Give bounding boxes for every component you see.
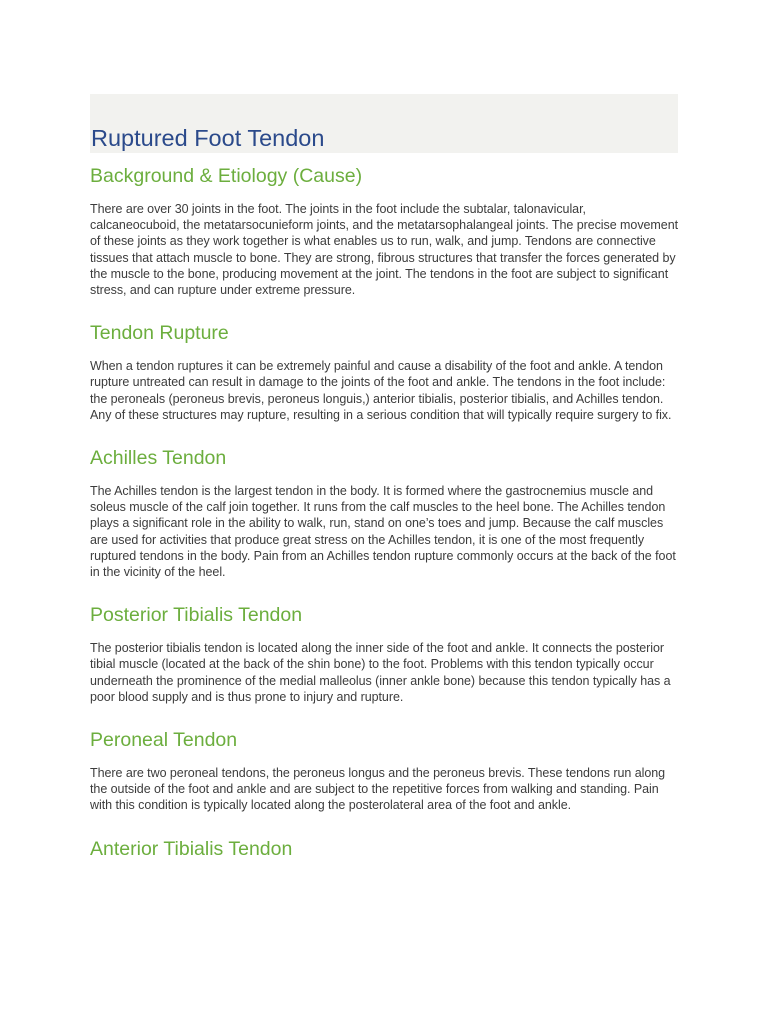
section-heading-tendon-rupture: Tendon Rupture [90,322,229,345]
document-page [90,94,678,862]
section-heading-anterior-tibialis-tendon: Anterior Tibialis Tendon [90,837,293,860]
section-achilles-tendon [90,445,678,580]
section-heading-achilles-tendon: Achilles Tendon [90,447,227,470]
section-heading-posterior-tibialis-tendon: Posterior Tibialis Tendon [90,604,303,627]
section-heading-background: Background & Etiology (Cause) [90,165,363,187]
section-posterior-tibialis-tendon [90,602,678,705]
section-heading-peroneal-tendon: Peroneal Tendon [90,729,238,752]
section-body-background: There are over 30 joints in the foot. The joints in the foot include the subtalar, talonavicular, calcaneocuboid, the metatarsocunieform joints, and the metatarsophalangeal joints. The precise movement of these joints as they work together is what enables us to run, walk, and jump. Tendons are connective tissues that attach muscle to bone. They are strong, fibrous structures that transfer the forces generated by the muscle to the bone, producing movement at the joint. The tendons in the foot are subject to significant stress, and can rupture under extreme pressure. [90,202,679,298]
section-body-posterior-tibialis-tendon: The posterior tibialis tendon is located along the inner side of the foot and ankle. It connects the posterior tibial muscle (located at the back of the shin bone) to the foot. Problems with this tendon typically occur underneath the prominence of the medial malleolus (inner ankle bone) because this tendon typically has a poor blood supply and is thus prone to injury and rupture. [90,641,671,704]
section-body-achilles-tendon: The Achilles tendon is the largest tendon in the body. It is formed where the gastrocnemius muscle and soleus muscle of the calf join together. It runs from the calf muscles to the heel bone. The Achilles tendon plays a significant role in the ability to walk, run, stand on one’s toes and jump. Because the calf muscles are used for activities that produce great stress on the Achilles tendon, it is one of the most frequently ruptured tendons in the body. Pain from an Achilles tendon rupture commonly occurs at the back of the foot in the vicinity of the heel. [90,484,676,580]
section-anterior-tibialis-tendon [90,836,678,862]
section-body-peroneal-tendon: There are two peroneal tendons, the peroneus longus and the peroneus brevis. These tendons run along the outside of the foot and ankle and are subject to the repetitive forces from walking and standing. Pain with this condition is typically located along the posterolateral area of the foot and ankle. [90,766,666,813]
section-peroneal-tendon [90,727,678,814]
section-body-tendon-rupture: When a tendon ruptures it can be extremely painful and cause a disability of the foot and ankle. A tendon rupture untreated can result in damage to the joints of the foot and ankle. The tendons in the foot include: the peroneals (peroneus brevis, peroneus longuis,) anterior tibialis, posterior tibialis, and Achilles tendon. Any of these structures may rupture, resulting in a serious condition that will typically require surgery to fix. [90,359,672,422]
section-tendon-rupture [90,320,678,423]
page-title: Ruptured Foot Tendon [91,125,325,151]
title-band [90,94,678,153]
